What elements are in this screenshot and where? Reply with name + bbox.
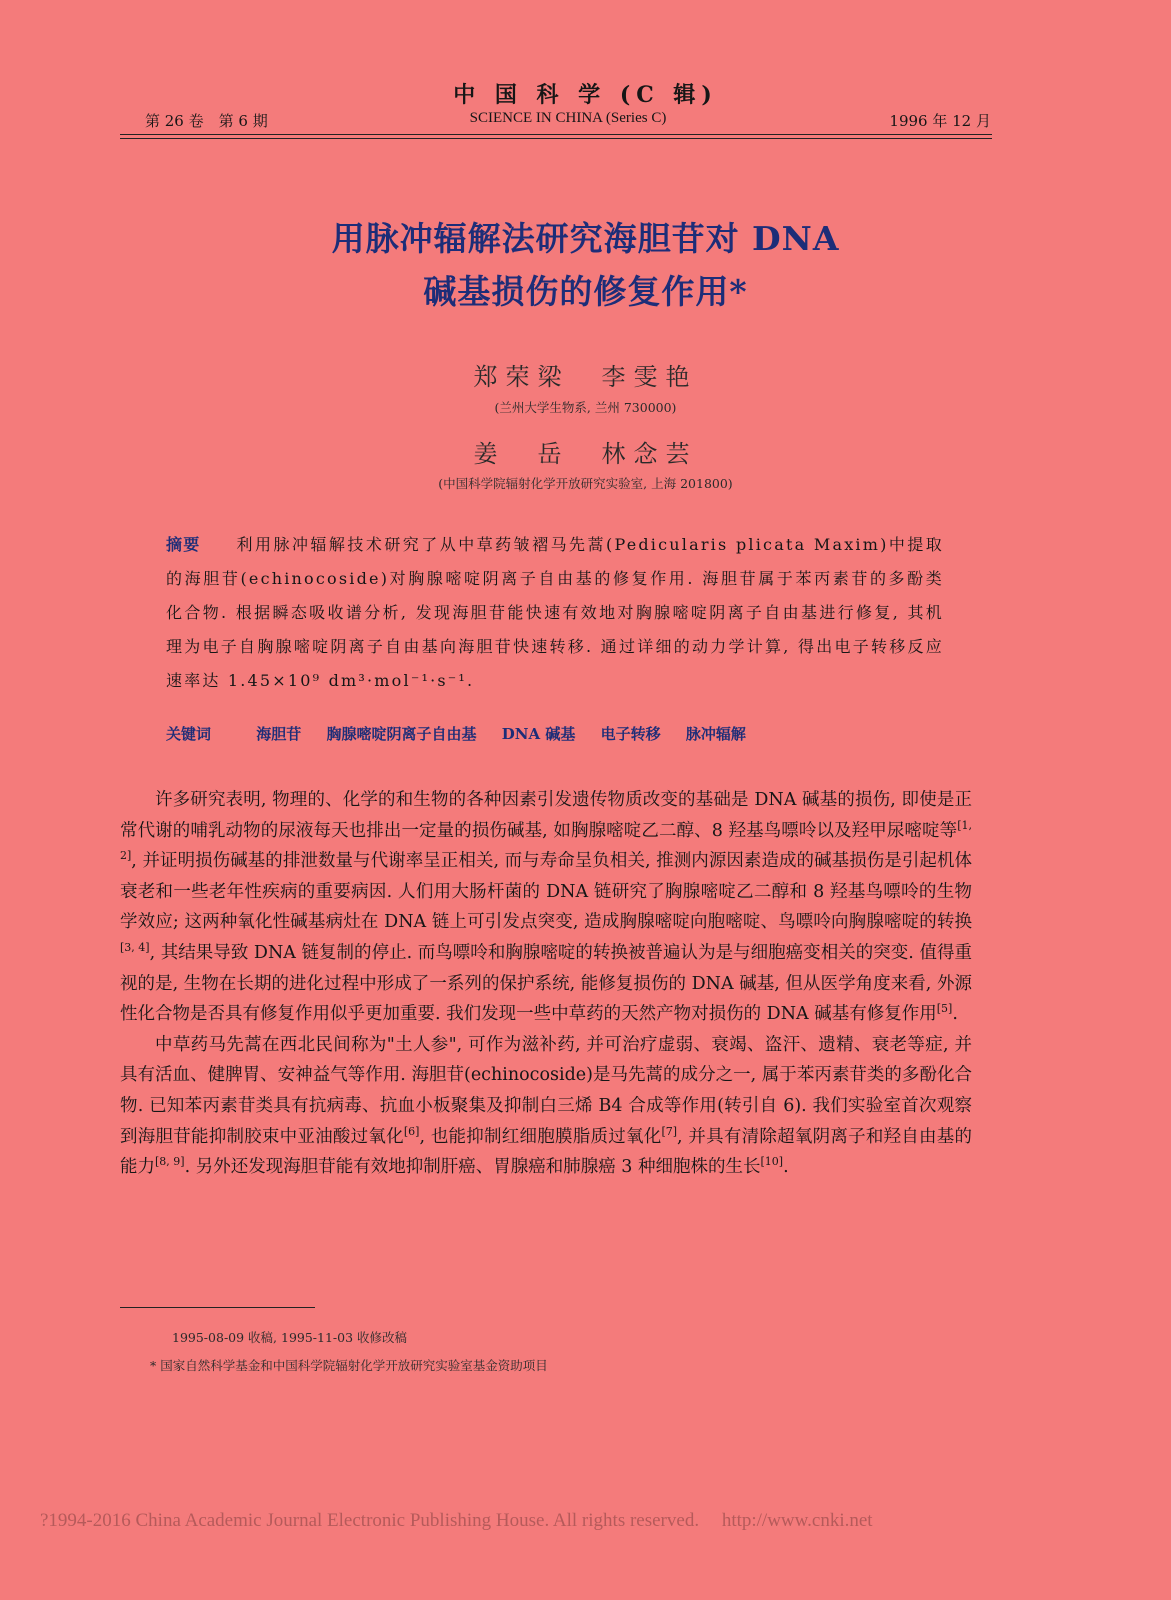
citation: [3, 4] — [120, 941, 150, 955]
keyword: DNA 碱基 — [501, 725, 576, 743]
paper-title-line-2: 碱基损伤的修复作用* — [423, 272, 748, 311]
footnote-funding: * 国家自然科学基金和中国科学院辐射化学开放研究实验室基金资助项目 — [150, 1358, 548, 1373]
text-run: , 其结果导致 DNA 链复制的停止. 而鸟嘌呤和胸腺嘧啶的转换被普遍认为是与细胞癌变相关的突变. 值得重视的是, 生物在长期的进化过程中形成了一系列的保护系统, 能修复损伤的 DNA 碱基, 但从医学角度来看, 外源性化合物是否具有修复作用似乎更加重要. 我们发现一些中草药的天然产物对损伤的 DNA 碱基有修复作用 — [120, 942, 972, 1025]
header-rule — [120, 134, 992, 135]
citation: [10] — [760, 1155, 784, 1169]
text-run: 许多研究表明, 物理的、化学的和生物的各种因素引发遗传物质改变的基础是 DNA 碱基的损伤, 即使是正常代谢的哺乳动物的尿液每天也排出一定量的损伤碱基, 如胸腺嘧啶乙二醇、8 羟基鸟嘌呤以及羟甲尿嘧啶等 — [120, 790, 972, 841]
authors-group-1: 郑荣梁 李雯艳 — [473, 363, 698, 391]
body-text — [120, 785, 972, 1183]
authors-group-2: 姜 岳 林念芸 — [473, 440, 698, 468]
footnote-received: 1995-08-09 收稿, 1995-11-03 收修改稿 — [172, 1330, 408, 1345]
keywords — [166, 723, 766, 744]
paragraph-2 — [120, 1030, 972, 1183]
text-run: . 另外还发现海胆苷能有效地抑制肝癌、胃腺癌和肺腺癌 3 种细胞株的生长 — [184, 1157, 761, 1178]
text-run: . — [783, 1157, 789, 1178]
paper-title-line-1: 用脉冲辐解法研究海胆苷对 DNA — [331, 219, 840, 258]
publication-date: 1996 年 12 月 — [889, 112, 991, 130]
citation: [1, 2] — [120, 818, 972, 863]
copyright-footer — [40, 1510, 1020, 1532]
affiliation-1: (兰州大学生物系, 兰州 730000) — [494, 400, 677, 415]
cnki-link[interactable]: http://www.cnki.net — [721, 1510, 873, 1531]
volume-issue: 第 26 卷 第 6 期 — [145, 112, 268, 130]
abstract — [166, 528, 944, 698]
citation: [6] — [403, 1124, 420, 1138]
keyword: 脉冲辐解 — [685, 725, 746, 743]
text-run: 中草药马先蒿在西北民间称为"土人参", 可作为滋补药, 并可治疗虚弱、衰竭、盗汗、遗精、衰老等症, 并具有活血、健脾胃、安神益气等作用. 海胆苷(echinocoside)是马先蒿的成分之一, 属于苯丙素苷类的多酚化合物. 已知苯丙素苷类具有抗病毒、抗血小板聚集及抑制白三烯 B4 合成等作用(转引自 6). 我们实验室首次观察到海胆苷能抑制胶束中亚油酸过氧化 — [120, 1034, 972, 1147]
abstract-text: 利用脉冲辐解技术研究了从中草药皱褶马先蒿(Pedicularis plicata Maxim)中提取的海胆苷(echinocoside)对胸腺嘧啶阴离子自由基的修复作用. 海胆苷属于苯丙素苷的多酚类化合物. 根据瞬态吸收谱分析, 发现海胆苷能快速有效地对胸腺嘧啶阴离子自由基进行修复, 其机理为电子自胸腺嘧啶阴离子自由基向海胆苷快速转移. 通过详细的动力学计算, 得出电子转移反应速率达 1.45×10⁹ dm³·mol⁻¹·s⁻¹. — [166, 535, 944, 690]
running-header — [145, 110, 991, 132]
keyword: 胸腺嘧啶阴离子自由基 — [326, 725, 477, 743]
keyword: 电子转移 — [600, 725, 661, 743]
citation: [8, 9] — [155, 1155, 185, 1169]
footnote-rule — [120, 1307, 315, 1308]
keywords-label: 关键词 — [166, 725, 212, 743]
citation: [7] — [661, 1124, 678, 1138]
affiliation-2: (中国科学院辐射化学开放研究实验室, 上海 201800) — [438, 476, 733, 491]
citation: [5] — [936, 1002, 953, 1016]
text-run: , 也能抑制红细胞膜脂质过氧化 — [419, 1126, 662, 1147]
text-run: . — [952, 1004, 958, 1025]
journal-name-cn: 中 国 科 学 (C 辑) — [453, 82, 718, 108]
abstract-label: 摘要 — [166, 535, 201, 554]
text-run: , 并证明损伤碱基的排泄数量与代谢率呈正相关, 而与寿命呈负相关, 推测内源因素造成的碱基损伤是引起机体衰老和一些老年性疾病的重要病因. 人们用大肠杆菌的 DNA 链研究了胸腺嘧啶乙二醇和 8 羟基鸟嘌呤的生物学效应; 这两种氧化性碱基病灶在 DNA 链上可引发点突变, 造成胸腺嘧啶向胞嘧啶、鸟嘌呤向胸腺嘧啶的转换 — [120, 851, 972, 933]
paragraph-1 — [120, 785, 972, 1030]
keyword: 海胆苷 — [256, 725, 302, 743]
copyright-text: ?1994-2016 China Academic Journal Electronic Publishing House. All rights reserved. — [40, 1510, 700, 1531]
header-rule-secondary — [120, 138, 992, 139]
text-run: , 并具有清除超氧阴离子和羟自由基的能力 — [120, 1126, 973, 1178]
journal-name-en: SCIENCE IN CHINA (Series C) — [469, 110, 667, 126]
